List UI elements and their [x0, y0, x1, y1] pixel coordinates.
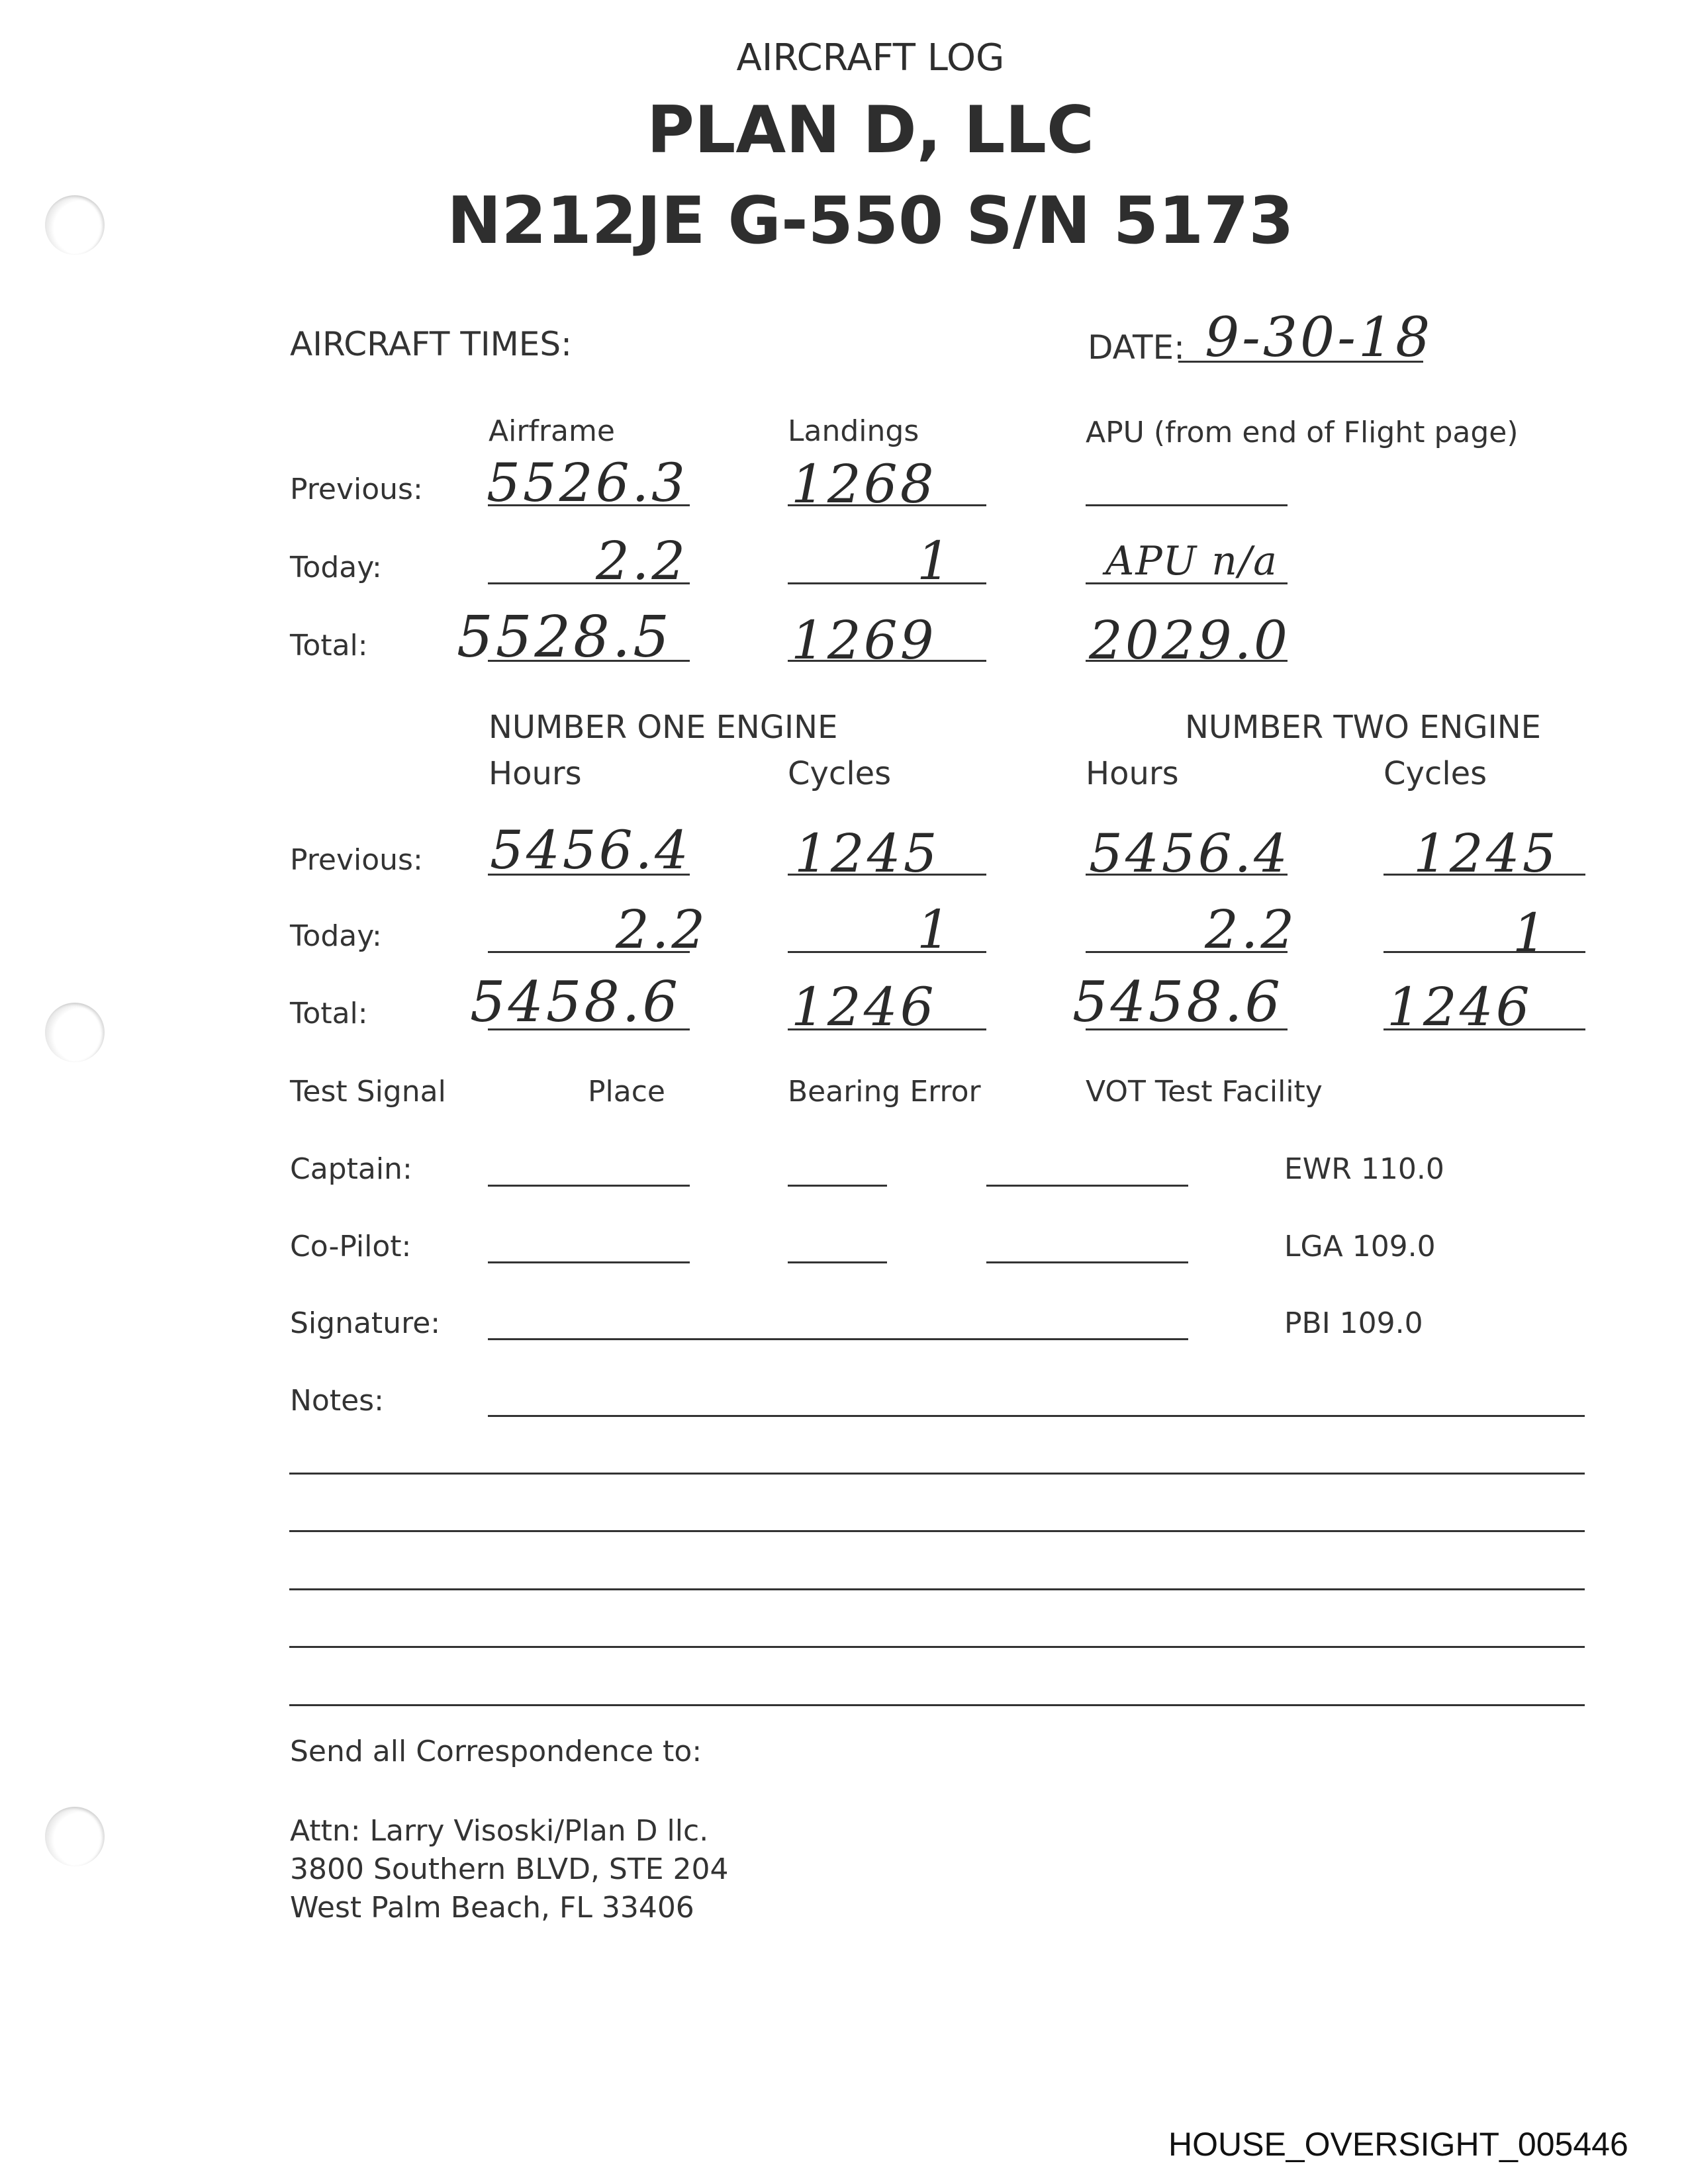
binder-hole-middle [45, 1003, 105, 1062]
aircraft-today-label: Today: [290, 551, 382, 584]
engine-today-label: Today: [290, 919, 382, 953]
facility-lga: LGA 109.0 [1284, 1230, 1436, 1263]
landings-total-value: 1269 [791, 610, 937, 671]
engine-previous-label: Previous: [290, 843, 423, 877]
facility-ewr: EWR 110.0 [1284, 1152, 1444, 1186]
eng1-cycles-today-line [788, 951, 986, 953]
notes-line-6 [289, 1704, 1585, 1706]
captain-bearing-line [788, 1185, 887, 1187]
landings-today-line [788, 582, 986, 584]
airframe-total-value: 5528.5 [457, 604, 672, 670]
correspondence-address-line-2: West Palm Beach, FL 33406 [290, 1891, 694, 1925]
date-value: 9-30-18 [1205, 306, 1433, 369]
binder-hole-bottom [45, 1807, 105, 1866]
airframe-previous-value: 5526.3 [487, 452, 688, 514]
place-header: Place [588, 1075, 665, 1109]
airframe-today-value: 2.2 [596, 530, 688, 592]
copilot-vot-line [986, 1261, 1188, 1263]
eng2-cycles-today-value: 1 [1513, 902, 1549, 964]
eng1-cycles-previous-value: 1245 [794, 823, 940, 884]
landings-previous-value: 1268 [791, 453, 937, 515]
eng1-hours-previous-value: 5456.4 [490, 819, 691, 881]
bearing-error-header: Bearing Error [788, 1075, 981, 1109]
notes-line-1 [488, 1415, 1585, 1417]
apu-column-header: APU (from end of Flight page) [1086, 416, 1519, 449]
copilot-label: Co-Pilot: [290, 1230, 412, 1263]
captain-place-line [488, 1185, 690, 1187]
correspondence-address-line-1: 3800 Southern BLVD, STE 204 [290, 1852, 729, 1886]
engine-one-cycles-header: Cycles [788, 755, 892, 792]
signature-line [488, 1338, 1188, 1340]
eng1-cycles-today-value: 1 [917, 899, 953, 960]
airframe-column-header: Airframe [489, 414, 615, 448]
correspondence-label: Send all Correspondence to: [290, 1735, 702, 1768]
engine-two-cycles-header: Cycles [1383, 755, 1487, 792]
apu-today-value: APU n/a [1105, 538, 1278, 584]
doc-type-title: AIRCRAFT LOG [736, 36, 1005, 79]
captain-vot-line [986, 1185, 1188, 1187]
landings-today-value: 1 [917, 530, 953, 592]
eng2-cycles-previous-value: 1245 [1413, 823, 1559, 884]
notes-line-5 [289, 1646, 1585, 1648]
eng2-cycles-today-line [1383, 951, 1585, 953]
eng2-hours-total-value: 5458.6 [1072, 970, 1283, 1034]
landings-column-header: Landings [788, 414, 919, 448]
copilot-bearing-line [788, 1261, 887, 1263]
company-name: PLAN D, LLC [647, 93, 1094, 168]
vot-facility-header: VOT Test Facility [1086, 1075, 1323, 1109]
copilot-place-line [488, 1261, 690, 1263]
bates-number: HOUSE_OVERSIGHT_005446 [1168, 2126, 1628, 2163]
notes-label: Notes: [290, 1384, 384, 1418]
eng1-hours-today-value: 2.2 [616, 899, 708, 960]
eng1-hours-total-value: 5458.6 [470, 970, 680, 1034]
engine-two-title: NUMBER TWO ENGINE [1185, 709, 1541, 746]
test-signal-header: Test Signal [290, 1075, 446, 1109]
aircraft-previous-label: Previous: [290, 473, 423, 506]
engine-one-hours-header: Hours [489, 755, 582, 792]
date-label: DATE: [1088, 328, 1185, 367]
notes-line-3 [289, 1530, 1585, 1532]
notes-line-2 [289, 1473, 1585, 1475]
aircraft-total-label: Total: [290, 629, 368, 662]
correspondence-attn: Attn: Larry Visoski/Plan D llc. [290, 1814, 709, 1848]
engine-total-label: Total: [290, 997, 368, 1030]
captain-label: Captain: [290, 1152, 412, 1186]
facility-pbi: PBI 109.0 [1284, 1306, 1423, 1340]
aircraft-identification: N212JE G-550 S/N 5173 [447, 183, 1294, 259]
engine-one-title: NUMBER ONE ENGINE [489, 709, 838, 746]
eng2-hours-previous-value: 5456.4 [1089, 823, 1290, 884]
eng2-cycles-total-value: 1246 [1387, 976, 1532, 1038]
aircraft-times-label: AIRCRAFT TIMES: [290, 325, 572, 363]
engine-two-hours-header: Hours [1086, 755, 1179, 792]
apu-total-value: 2029.0 [1089, 610, 1290, 671]
eng2-hours-today-value: 2.2 [1205, 899, 1297, 960]
signature-label: Signature: [290, 1306, 441, 1340]
apu-previous-line [1086, 504, 1288, 506]
notes-line-4 [289, 1588, 1585, 1590]
eng1-cycles-total-value: 1246 [791, 976, 937, 1038]
